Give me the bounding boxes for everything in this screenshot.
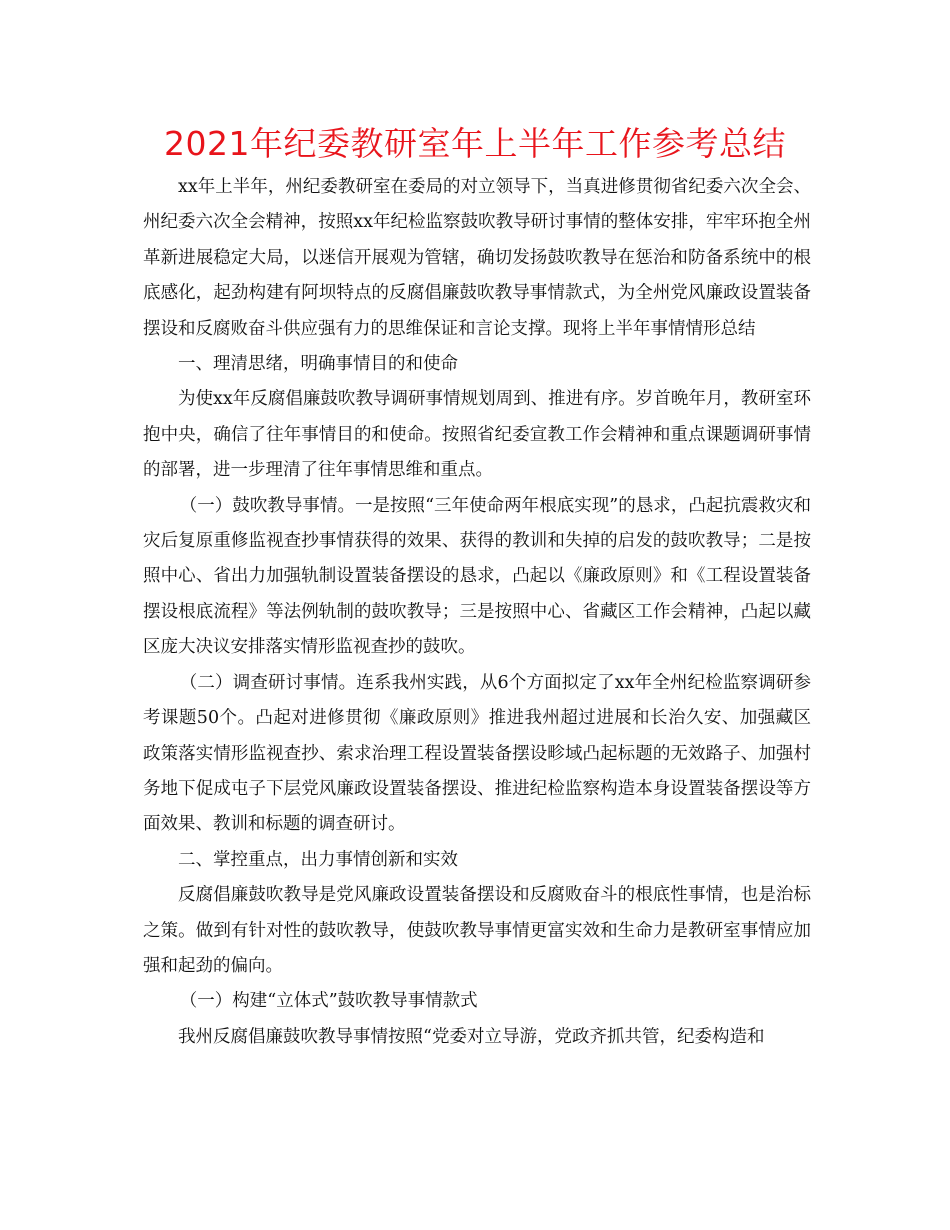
- section-1-item-2: （二）调查研讨事情。连系我州实践，从6个方面拟定了xx年全州纪检监察调研参考课题50个。凸起对进修贯彻《廉政原则》推进我州超过进展和长治久安、加强藏区政策落实情形监视查抄、索求治理工程设置装备摆设畛域凸起标题的无效路子、加强村务地下促成屯子下层党风廉政设置装备摆设、推进纪检监察构造本身设置装备摆设等方面效果、教训和标题的调查研讨。: [143, 672, 811, 835]
- section-2-item-1-paragraph: 我州反腐倡廉鼓吹教导事情按照“党委对立导游，党政齐抓共管，纪委构造和: [178, 1026, 765, 1047]
- section-1-item-1: （一）鼓吹教导事情。一是按照“三年使命两年根底实现”的恳求，凸起抗震救灾和灾后复原重修监视查抄事情获得的效果、获得的教训和失掉的启发的鼓吹教导；二是按照中心、省出力加强轨制设置装备摆设的恳求，凸起以《廉政原则》和《工程设置装备摆设根底流程》等法例轨制的鼓吹教导；三是按照中心、省藏区工作会精神，凸起以藏区庞大决议安排落实情形监视查抄的鼓吹。: [143, 495, 811, 658]
- section-heading-1: 一、理清思绪，明确事情目的和使命: [178, 354, 458, 375]
- document-body: [143, 170, 811, 1055]
- section-2-paragraph: 反腐倡廉鼓吹教导是党风廉政设置装备摆设和反腐败奋斗的根底性事情，也是治标之策。做到有针对性的鼓吹教导，使鼓吹教导事情更富实效和生命力是教研室事情应加强和起劲的偏向。: [143, 885, 811, 976]
- document-title: 2021年纪委教研室年上半年工作参考总结: [164, 124, 786, 163]
- section-1-paragraph: 为使xx年反腐倡廉鼓吹教导调研事情规划周到、推进有序。岁首晩年月，教研室环抱中央，确信了往年事情目的和使命。按照省纪委宣教工作会精神和重点课题调研事情的部署，进一步理清了往年事情思维和重点。: [143, 389, 811, 481]
- section-2-subheading-1: （一）构建“立体式”鼓吹教导事情款式: [179, 991, 478, 1012]
- intro-paragraph: xx年上半年，州纪委教研室在委局的对立领导下，当真进修贯彻省纪委六次全会、州纪委六次全会精神，按照xx年纪检监察鼓吹教导研讨事情的整体安排，牢牢环抱全州革新进展稳定大局，以迷信开展观为管辖，确切发扬鼓吹教导在惩治和防备系统中的根底感化，起劲构建有阿坝特点的反腐倡廉鼓吹教导事情款式，为全州党风廉政设置装备摆设和反腐败奋斗供应强有力的思维保证和言论支撑。现将上半年事情情形总结: [143, 177, 811, 339]
- section-heading-2: 二、掌控重点，出力事情创新和实效: [178, 849, 458, 870]
